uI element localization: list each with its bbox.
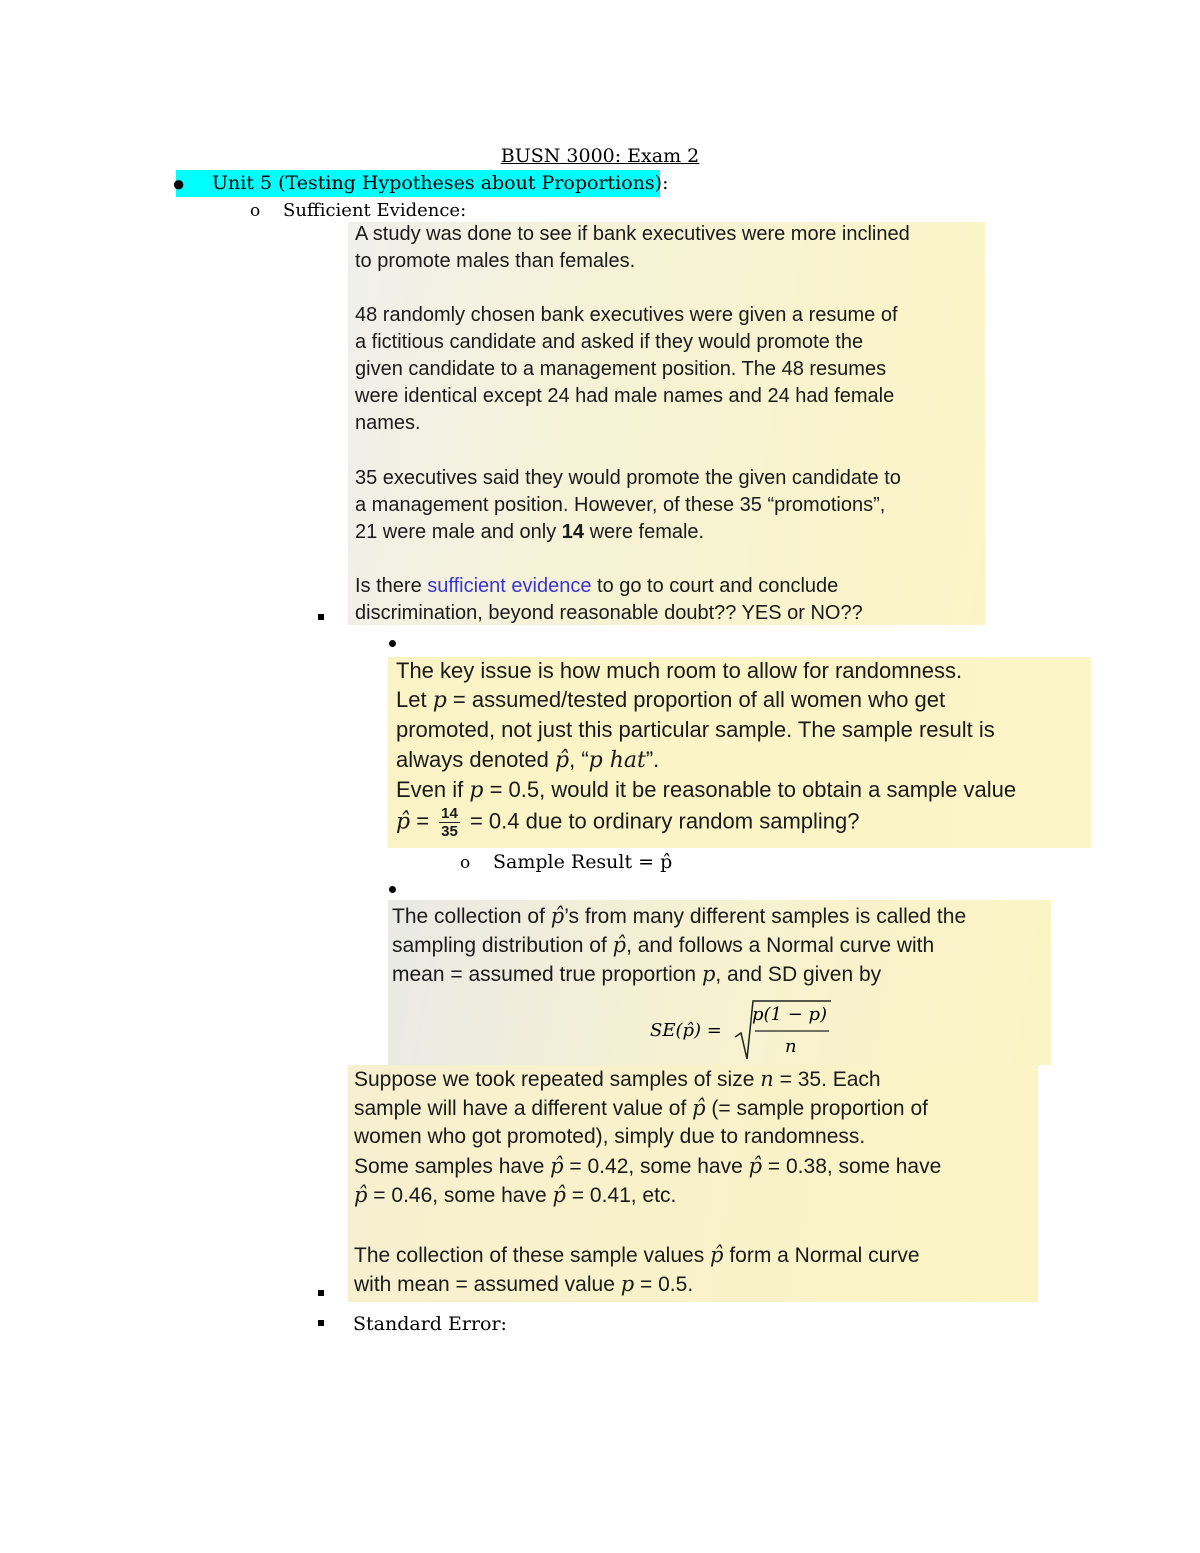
slide-text [354, 1272, 693, 1297]
slide-text [354, 1096, 928, 1121]
bullet-dot-icon [389, 886, 396, 893]
formula-text: SE(p̂) = [650, 1020, 722, 1041]
slide-image-study [348, 222, 985, 625]
sample-result-text: Sample Result = p̂ [493, 851, 673, 873]
formula-text: n [785, 1036, 797, 1057]
slide-image-repeated-samples [348, 1065, 1038, 1302]
formula-text: p(1 − p) [752, 1004, 828, 1025]
slide-text: discrimination, beyond reasonable doubt?? YES or NO?? [355, 602, 863, 624]
text-run: = 35. Each [773, 1068, 881, 1091]
slide-text [354, 1183, 676, 1208]
text-run: with mean = assumed value [354, 1273, 621, 1296]
math-symbol: p̂ [550, 1154, 564, 1178]
text-run: , and follows a Normal curve with [626, 934, 935, 957]
text-run: = 0.42, some have [563, 1155, 749, 1178]
slide-text: were identical except 24 had male names and 24 had female [355, 385, 895, 407]
slide-text: a fictitious candidate and asked if they would promote the [355, 331, 864, 353]
text-run: to go to court and conclude [591, 575, 839, 597]
slide-text [392, 933, 934, 958]
slide-text [355, 575, 838, 598]
slide-text: 35 executives said they would promote the given candidate to [355, 467, 901, 489]
text-run: ’s from many different samples is called the [564, 905, 967, 928]
document-title: BUSN 3000: Exam 2 [500, 145, 700, 167]
slide-text: to promote males than females. [355, 250, 636, 272]
slide-text [355, 521, 704, 544]
math-symbol: p̂ [555, 748, 570, 773]
text-run: = 0.38, some have [762, 1155, 942, 1178]
formula-numerator [752, 1004, 827, 1025]
slide-text: names. [355, 412, 421, 434]
standard-error-heading: Standard Error: [353, 1313, 507, 1335]
slide-text [396, 747, 659, 773]
text-run: (= sample proportion of [705, 1097, 928, 1120]
text-run: , “ [569, 747, 589, 772]
slide-text [354, 1067, 881, 1092]
slide-text: a management position. However, of these 35 “promotions”, [355, 494, 886, 516]
text-run: = 0.41, etc. [565, 1184, 677, 1207]
slide-text: promoted, not just this particular sample. The sample result is [396, 717, 995, 742]
slide-text [392, 962, 881, 987]
slide-text: 48 randomly chosen bank executives were given a resume of [355, 304, 898, 326]
slide-text [354, 1154, 941, 1179]
text-run: , and SD given by [715, 963, 882, 986]
math-symbol: p̂ [354, 1183, 368, 1207]
text-run: Is there [355, 575, 428, 597]
square-bullet-icon [318, 614, 324, 620]
math-symbol: p̂ [396, 809, 411, 835]
text-run: = 0.5, would it be reasonable to obtain a sample value [483, 777, 1017, 802]
text-run: sample will have a different value of [354, 1097, 693, 1120]
fraction-numerator: 14 [441, 805, 458, 822]
slide-text: The key issue is how much room to allow for randomness. [396, 658, 963, 683]
math-symbol: p̂ [748, 1154, 763, 1178]
formula-se-lhs [650, 1020, 722, 1041]
math-symbol: p̂ [550, 904, 565, 928]
slide-text: women who got promoted), simply due to randomness. [354, 1125, 866, 1148]
math-symbol: n [760, 1067, 774, 1091]
math-symbol: p̂ [552, 1183, 566, 1207]
slide-text: A study was done to see if bank executives were more inclined [355, 223, 910, 245]
bullet-dot-icon [389, 640, 396, 647]
math-symbol: p̂ [692, 1096, 706, 1120]
slide-image-sampling-distribution [388, 900, 1051, 1065]
square-bullet-icon [318, 1320, 324, 1326]
text-run: = assumed/tested proportion of all women who get [446, 687, 946, 712]
slide-text [396, 687, 945, 713]
formula-denominator [785, 1036, 797, 1057]
math-symbol: p [432, 688, 447, 713]
math-symbol: p̂ [612, 933, 627, 957]
text-run: = 0.46, some have [367, 1184, 553, 1207]
bullet-dot-icon: ● [172, 171, 186, 196]
text-run: ”. [645, 747, 660, 772]
math-symbol: p [701, 962, 716, 986]
text-run: The collection of these sample values [354, 1244, 711, 1267]
fraction [439, 805, 460, 840]
math-symbol: p [620, 1272, 635, 1296]
subheading-sufficient-evidence: Sufficient Evidence: [283, 200, 467, 221]
slide-text [396, 805, 859, 840]
text-run-italic: p hat [588, 748, 646, 773]
unit-heading: Unit 5 (Testing Hypotheses about Proportions): [212, 172, 669, 194]
text-run: Even if [396, 777, 470, 802]
outline-marker: o [460, 853, 471, 873]
text-run: = 0.5. [634, 1273, 694, 1296]
fraction-denominator: 35 [441, 823, 458, 840]
text-run: always denoted [396, 747, 555, 772]
slide-image-key-issue [388, 657, 1091, 848]
text-run: The collection of [392, 905, 551, 928]
text-run: 21 were male and only [355, 521, 562, 543]
slide-text [392, 904, 966, 929]
text-run: Some samples have [354, 1155, 551, 1178]
text-run: = 0.4 due to ordinary random sampling? [463, 808, 860, 834]
text-run: Let [396, 687, 433, 712]
slide-text [396, 777, 1016, 803]
square-bullet-icon [318, 1290, 324, 1296]
slide-text: given candidate to a management position. The 48 resumes [355, 358, 887, 380]
outline-marker: o [250, 201, 261, 221]
text-run: form a Normal curve [723, 1244, 920, 1267]
text-run: = [410, 808, 436, 834]
slide-text [354, 1243, 920, 1268]
text-run: sampling distribution of [392, 934, 613, 957]
text-run: Suppose we took repeated samples of size [354, 1068, 761, 1091]
text-run: mean = assumed true proportion [392, 963, 702, 986]
math-symbol: p̂ [710, 1243, 724, 1267]
text-run: were female. [584, 521, 705, 543]
math-symbol: p [469, 778, 484, 803]
text-run-bold: 14 [561, 521, 585, 543]
highlighted-term: sufficient evidence [427, 575, 592, 597]
